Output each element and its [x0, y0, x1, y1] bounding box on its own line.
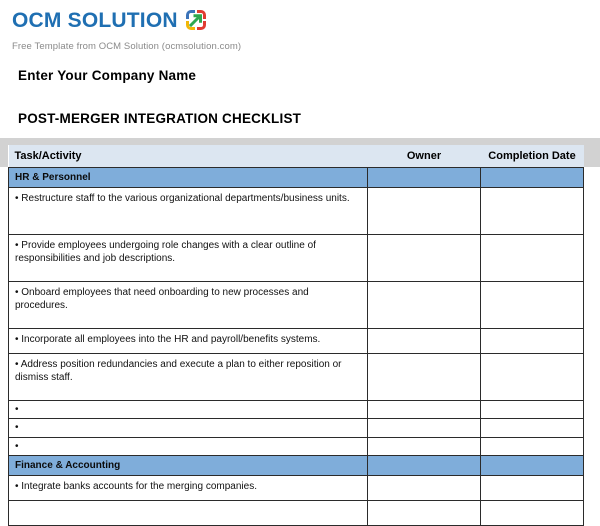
table-row [9, 419, 584, 437]
checklist-sheet [0, 138, 600, 515]
owner-cell[interactable] [368, 235, 481, 282]
table-row [9, 354, 584, 401]
brand-wordmark: OCM SOLUTION [12, 8, 178, 32]
brand-tagline: Free Template from OCM Solution (ocmsolution.com) [12, 41, 242, 52]
owner-cell[interactable] [368, 188, 481, 235]
task-cell: • Incorporate all employees into the HR and payroll/benefits systems. [9, 329, 368, 354]
completion-date-cell[interactable] [481, 282, 584, 329]
brand-header [0, 0, 600, 34]
table-row [9, 437, 584, 455]
task-cell [9, 500, 368, 525]
table-row [9, 282, 584, 329]
task-cell: • Onboard employees that need onboarding to new processes and procedures. [9, 282, 368, 329]
owner-cell[interactable] [368, 475, 481, 500]
task-cell: • Integrate banks accounts for the merging companies. [9, 475, 368, 500]
sheet-top-band [0, 138, 600, 145]
completion-date-cell[interactable] [481, 437, 584, 455]
sheet-left-margin [0, 145, 8, 167]
section-title-cell: Finance & Accounting [9, 455, 368, 475]
company-name-heading: Enter Your Company Name [18, 68, 197, 83]
task-cell: • [9, 401, 368, 419]
task-cell: • [9, 419, 368, 437]
owner-cell[interactable] [368, 354, 481, 401]
owner-cell[interactable] [368, 282, 481, 329]
table-row [9, 188, 584, 235]
column-header-owner: Owner [368, 145, 481, 168]
section-title-cell: HR & Personnel [9, 168, 368, 188]
completion-date-cell[interactable] [481, 401, 584, 419]
checklist-body [9, 168, 584, 526]
checklist-table [8, 145, 584, 526]
page-title: POST-MERGER INTEGRATION CHECKLIST [18, 111, 302, 126]
table-header-row [9, 145, 584, 168]
sheet-right-margin [583, 145, 600, 167]
completion-date-cell[interactable] [481, 455, 584, 475]
ocm-arrow-square-icon [184, 8, 208, 32]
task-cell: • [9, 437, 368, 455]
owner-cell[interactable] [368, 329, 481, 354]
task-cell: • Restructure staff to the various organizational departments/business units. [9, 188, 368, 235]
table-row [9, 329, 584, 354]
completion-date-cell[interactable] [481, 354, 584, 401]
table-row [9, 500, 584, 525]
owner-cell[interactable] [368, 401, 481, 419]
completion-date-cell[interactable] [481, 419, 584, 437]
task-cell: • Address position redundancies and execute a plan to either reposition or dismiss staff. [9, 354, 368, 401]
table-row [9, 475, 584, 500]
table-row [9, 401, 584, 419]
completion-date-cell[interactable] [481, 235, 584, 282]
completion-date-cell[interactable] [481, 329, 584, 354]
table-row [9, 235, 584, 282]
owner-cell[interactable] [368, 168, 481, 188]
completion-date-cell[interactable] [481, 188, 584, 235]
section-header-row [9, 455, 584, 475]
column-header-completion-date: Completion Date [481, 145, 584, 168]
task-cell: • Provide employees undergoing role changes with a clear outline of responsibilities and job descriptions. [9, 235, 368, 282]
completion-date-cell[interactable] [481, 168, 584, 188]
section-header-row [9, 168, 584, 188]
completion-date-cell[interactable] [481, 500, 584, 525]
owner-cell[interactable] [368, 437, 481, 455]
owner-cell[interactable] [368, 419, 481, 437]
owner-cell[interactable] [368, 455, 481, 475]
owner-cell[interactable] [368, 500, 481, 525]
completion-date-cell[interactable] [481, 475, 584, 500]
column-header-task: Task/Activity [9, 145, 368, 168]
